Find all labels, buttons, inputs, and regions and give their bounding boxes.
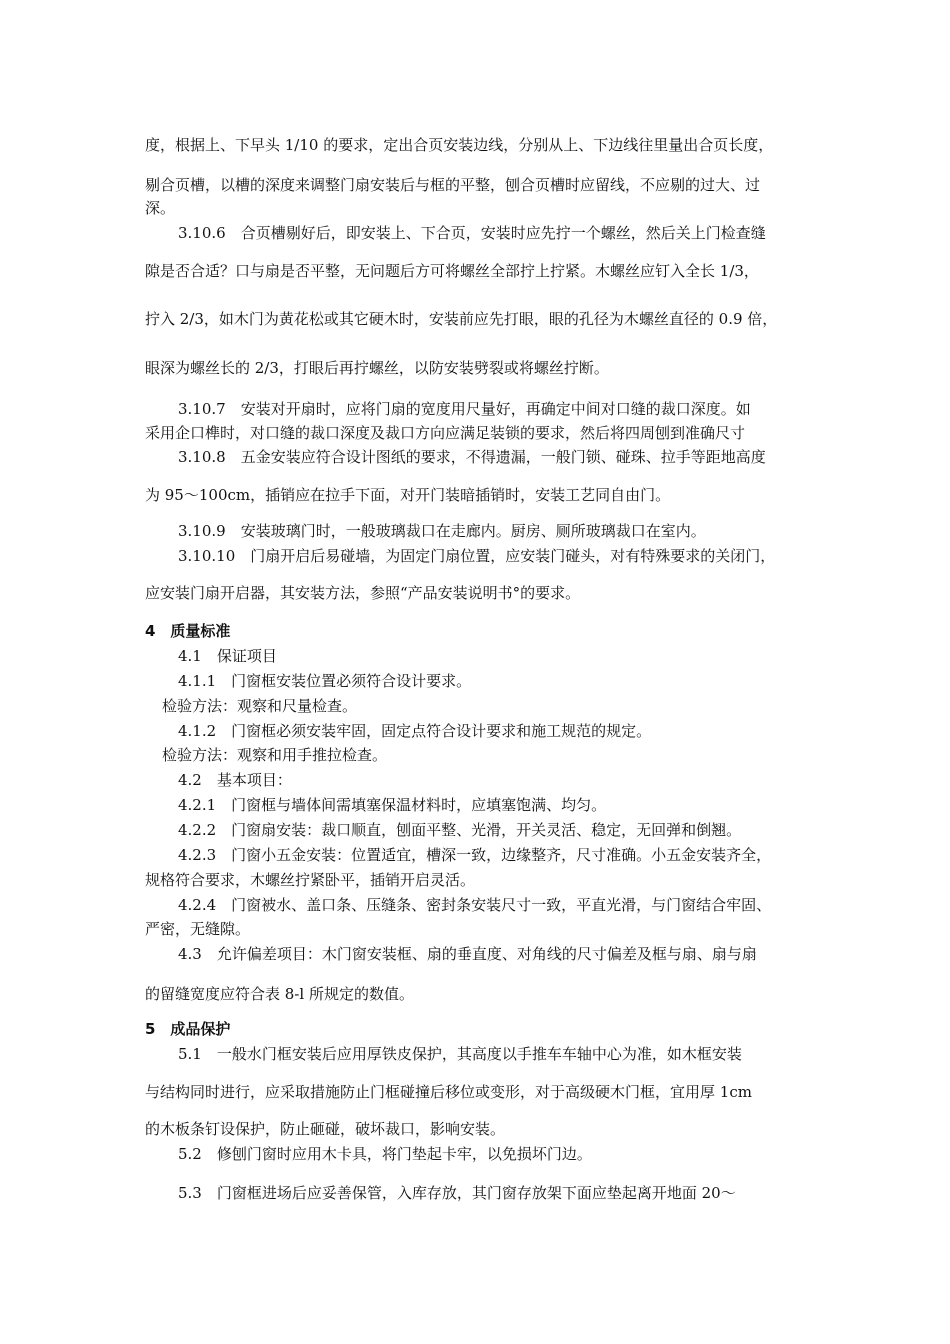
text-line: 5.1 一般水门框安装后应用厚铁皮保护，其高度以手推车车轴中心为准，如木框安装 (178, 1045, 742, 1063)
section-heading: 5 成品保护 (145, 1020, 231, 1038)
text-line: 3.10.6 合页槽剔好后，即安装上、下合页，安装时应先拧一个螺丝，然后关上门检查缝 (178, 224, 766, 242)
text-line: 眼深为螺丝长的 2/3，打眼后再拧螺丝，以防安装劈裂或将螺丝拧断。 (145, 359, 609, 377)
text-line: 采用企口榫时，对口缝的裁口深度及裁口方向应满足装锁的要求，然后将四周刨到准确尺寸 (145, 424, 746, 442)
text-line: 3.10.10 门扇开启后易碰墙，为固定门扇位置，应安装门碰头，对有特殊要求的关闭门， (178, 547, 776, 565)
text-line: 与结构同时进行，应采取措施防止门框碰撞后移位或变形，对于高级硬木门框，宜用厚 1cm (145, 1083, 752, 1101)
text-line: 拧入 2/3，如木门为黄花松或其它硬木时，安装前应先打眼，眼的孔径为木螺丝直径的 0.9 倍， (145, 310, 778, 328)
text-line: 4.2.3 门窗小五金安装：位置适宜，槽深一致，边缘整齐，尺寸准确。小五金安装齐全， (178, 846, 772, 864)
text-line: 3.10.9 安装玻璃门时，一般玻璃裁口在走廊内。厨房、厕所玻璃裁口在室内。 (178, 522, 706, 540)
section-heading: 4 质量标准 (145, 622, 231, 640)
text-line: 的木板条钉设保护，防止砸碰，破坏裁口，影响安装。 (145, 1120, 506, 1138)
text-line: 隙是否合适？口与扇是否平整，无问题后方可将螺丝全部拧上拧紧。木螺丝应钉入全长 1/3， (145, 262, 759, 280)
text-line: 应安装门扇开启器，其安装方法，参照“产品安装说明书°的要求。 (145, 584, 581, 602)
text-line: 度，根据上、下早头 1/10 的要求，定出合页安装边线，分别从上、下边线往里量出合页长度， (145, 136, 774, 154)
text-line: 剔合页槽，以槽的深度来调整门扇安装后与框的平整，刨合页槽时应留线，不应剔的过大、过 (145, 176, 761, 194)
text-line: 3.10.8 五金安装应符合设计图纸的要求，不得遗漏，一般门锁、碰珠、拉手等距地高度 (178, 448, 766, 466)
text-line: 检验方法：观察和用手推拉检查。 (162, 746, 388, 764)
text-line: 4.1.1 门窗框安装位置必须符合设计要求。 (178, 672, 472, 690)
text-line: 5.3 门窗框进场后应妥善保管，入库存放，其门窗存放架下面应垫起离开地面 20～ (178, 1184, 736, 1202)
text-line: 检验方法：观察和尺量检查。 (162, 697, 358, 715)
text-line: 4.2.2 门窗扇安装：裁口顺直，刨面平整、光滑，开关灵活、稳定，无回弹和倒翘。 (178, 821, 742, 839)
text-line: 4.2.1 门窗框与墙体间需填塞保温材料时，应填塞饱满、均匀。 (178, 796, 607, 814)
text-line: 3.10.7 安装对开扇时，应将门扇的宽度用尺量好，再确定中间对口缝的裁口深度。如 (178, 400, 751, 418)
text-line: 4.2 基本项目： (178, 771, 292, 789)
text-line: 4.3 允许偏差项目：木门窗安装框、扇的垂直度、对角线的尺寸偏差及框与扇、扇与扇 (178, 945, 757, 963)
text-line: 为 95～100cm，插销应在拉手下面，对开门装暗插销时，安装工艺同自由门。 (145, 486, 671, 504)
text-line: 4.2.4 门窗被水、盖口条、压缝条、密封条安装尺寸一致，平直光滑，与门窗结合牢固、 (178, 896, 772, 914)
text-line: 规格符合要求，木螺丝拧紧卧平，插销开启灵活。 (145, 871, 476, 889)
text-line: 4.1.2 门窗框必须安装牢固，固定点符合设计要求和施工规范的规定。 (178, 722, 652, 740)
text-line: 的留缝宽度应符合表 8-l 所规定的数值。 (145, 985, 414, 1003)
text-line: 深。 (145, 199, 176, 217)
text-line: 5.2 修刨门窗时应用木卡具，将门垫起卡牢，以免损坏门边。 (178, 1145, 592, 1163)
text-line: 4.1 保证项目 (178, 647, 277, 665)
text-line: 严密，无缝隙。 (145, 920, 251, 938)
